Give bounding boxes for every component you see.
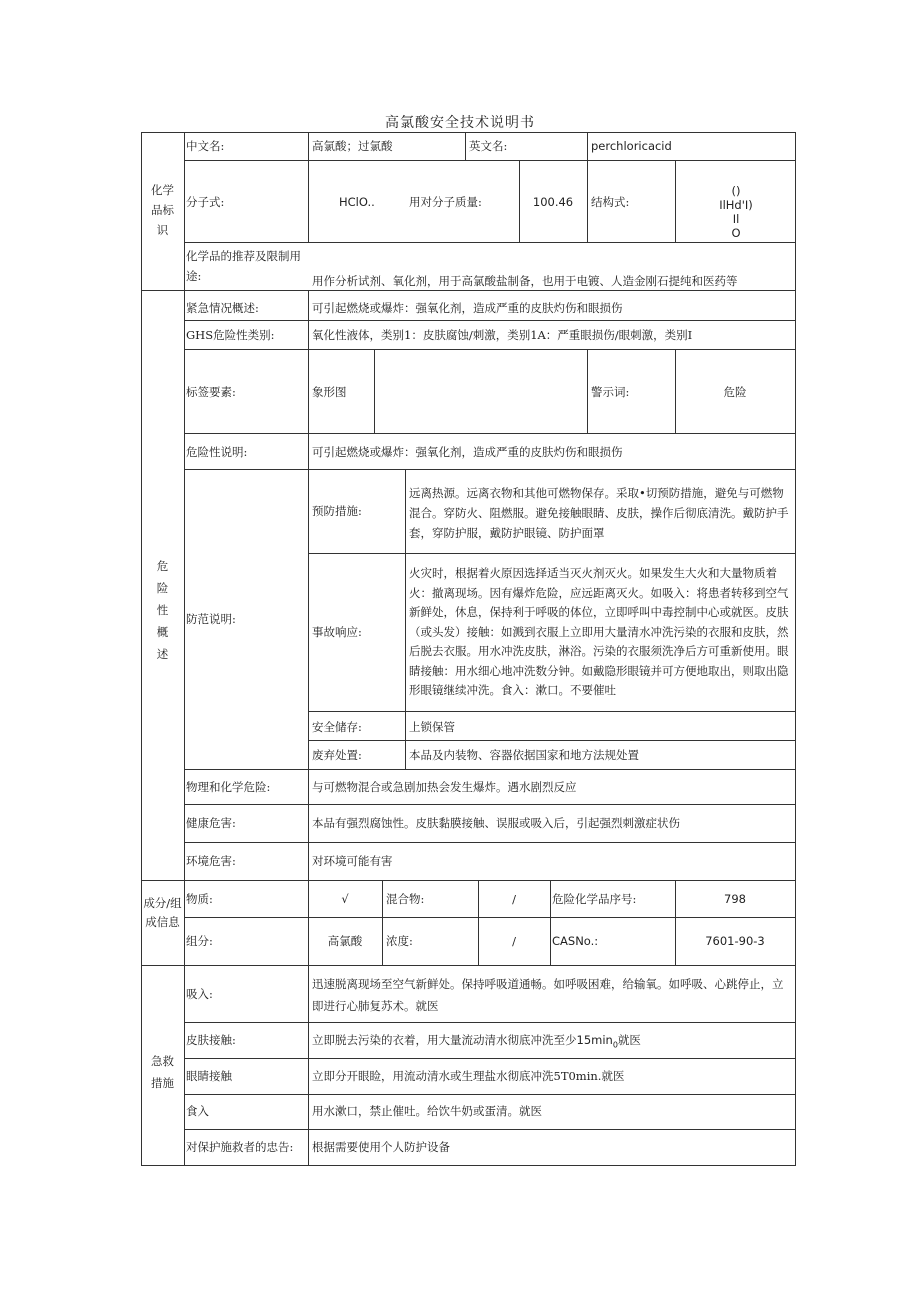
serial-value: 798 xyxy=(724,892,746,906)
hazard-statement-label: 危险性说明: xyxy=(186,445,248,459)
ghs-label: GHS危险性类别: xyxy=(186,328,275,342)
emergency-value: 可引起燃烧或爆炸：强氧化剂，造成严重的皮肤灼伤和眼损伤 xyxy=(312,301,623,315)
prevention-label: 预防措施: xyxy=(312,504,362,518)
component-value: 高氯酸 xyxy=(327,934,363,948)
prevention-value: 远离热源。远离衣物和其他可燃物保存。采取•切预防措施，避免与可燃物混合。穿防火、阻燃服。避免接触眼睛、皮肤，操作后彻底清洗。戴防护手套，穿防护服，戴防护眼镜、防护面罩 xyxy=(409,486,789,540)
physchem-value: 与可燃物混合或急剧加热会发生爆炸。遇水剧烈反应 xyxy=(312,780,577,794)
cn-name-label: 中文名: xyxy=(186,139,225,153)
label-elements-label: 标签要素: xyxy=(186,385,236,399)
rescuer-advice-label: 对保护施救者的忠告: xyxy=(186,1140,294,1154)
mixture-label: 混合物: xyxy=(386,892,425,906)
frame-top xyxy=(141,132,796,133)
section-divider xyxy=(184,132,185,1166)
skin-contact-value: 立即脱去污染的衣着，用大量流动清水彻底冲洗至少$15\min_0$就医 xyxy=(312,1033,641,1050)
document-title: 高氯酸安全技术说明书 xyxy=(385,115,535,131)
inhalation-value: 迅速脱离现场至空气新鲜处。保持呼吸道通畅。如呼吸困难，给输氧。如呼吸、心跳停止，立即进行心肺复苏术。就医 xyxy=(312,977,784,1013)
skin-contact-label: 皮肤接触: xyxy=(186,1033,236,1047)
serial-label: 危险化学品序号: xyxy=(552,892,637,906)
physchem-label: 物理和化学危险: xyxy=(186,780,271,794)
response-value: 火灾时，根据着火原因选择适当灭火剂灭火。如果发生大火和大量物质着火：撤离现场。因有爆炸危险，应远距离灭火。如吸入：将患者转移到空气新鲜处，休息，保持利于呼吸的体位，立即呼叫中毒控制中心或就医。皮肤（或头发）接触：如溅到衣服上立即用大量清水冲洗污染的衣服和皮肤，然后脱去衣服。用水冲洗皮肤，淋浴。污染的衣服须洗净后方可重新使用。眼睛接触：用水细心地冲洗数分钟。如戴隐形眼镜并可方便地取出，则取出隐形眼镜继续冲洗。食入：漱口。不要催吐 xyxy=(409,566,789,697)
section-composition: 成分/组成信息 xyxy=(143,896,182,929)
disposal-value: 本品及内装物、容器依据国家和地方法规处置 xyxy=(409,748,639,762)
environment-value: 对环境可能有害 xyxy=(312,854,393,868)
substance-label: 物质: xyxy=(186,892,213,906)
mw-value: 100.46 xyxy=(532,195,574,209)
environment-label: 环境危害: xyxy=(186,854,236,868)
eye-contact-label: 眼睛接触 xyxy=(186,1069,232,1083)
ghs-value: 氧化性液体，类别1：皮肤腐蚀/刺激，类别1A：严重眼损伤/眼刺激，类别I xyxy=(312,328,693,342)
response-label: 事故响应: xyxy=(312,625,362,639)
cn-name-value: 高氯酸；过氯酸 xyxy=(312,139,393,153)
frame-right xyxy=(795,132,796,1166)
cas-value: 7601-90-3 xyxy=(705,934,765,948)
storage-label: 安全储存: xyxy=(312,720,362,734)
hazard-statement-value: 可引起燃烧或爆炸：强氧化剂，造成严重的皮肤灼伤和眼损伤 xyxy=(312,445,623,459)
ingestion-label: 食入 xyxy=(186,1104,209,1118)
concentration-label: 浓度: xyxy=(386,934,413,948)
inhalation-label: 吸入: xyxy=(186,987,213,1001)
section-hazard: 危险性概述 xyxy=(156,559,169,661)
ingestion-value: 用水漱口，禁止催吐。给饮牛奶或蛋清。就医 xyxy=(312,1104,542,1118)
structure-formula: () IlHd'I) Il O xyxy=(719,184,753,240)
storage-value: 上锁保管 xyxy=(409,720,455,734)
mixture-value: / xyxy=(512,892,516,906)
eye-contact-value: 立即分开眼睑，用流动清水或生理盐水彻底冲洗5T0min.就医 xyxy=(312,1069,625,1083)
safety-data-table xyxy=(141,132,796,1166)
use-value: 用作分析试剂、氧化剂，用于高氯酸盐制备，也用于电镀、人造金刚石提纯和医药等 xyxy=(312,274,738,288)
en-name-value: perchloricacid xyxy=(591,139,672,153)
formula-label: 分子式: xyxy=(186,195,225,209)
cas-label: CASNo.: xyxy=(552,934,599,948)
pictogram-label: 象形图 xyxy=(312,385,347,399)
health-label: 健康危害: xyxy=(186,816,236,830)
formula-value: HClO.. xyxy=(339,195,375,209)
component-label: 组分: xyxy=(186,934,213,948)
disposal-label: 废弃处置: xyxy=(312,748,362,762)
mw-label: 用对分子质量: xyxy=(409,195,482,209)
concentration-value: / xyxy=(512,934,516,948)
signal-word-value: 危险 xyxy=(723,385,747,399)
use-label: 化学品的推荐及限制用途: xyxy=(186,249,301,283)
precaution-label: 防范说明: xyxy=(186,612,236,626)
rescuer-advice-value: 根据需要使用个人防护设备 xyxy=(312,1140,450,1154)
structure-label: 结构式: xyxy=(591,195,630,209)
section-first-aid: 急救措施 xyxy=(151,1054,174,1090)
substance-value: √ xyxy=(341,892,349,906)
signal-word-label: 警示词: xyxy=(591,385,630,399)
section-identification: 化学品标识 xyxy=(151,183,174,237)
frame-bottom xyxy=(141,1165,796,1166)
health-value: 本品有强烈腐蚀性。皮肤黏膜接触、误服或吸入后，引起强烈刺激症状伤 xyxy=(312,816,680,830)
en-name-label: 英文名: xyxy=(469,139,508,153)
emergency-label: 紧急情况概述: xyxy=(186,301,259,315)
